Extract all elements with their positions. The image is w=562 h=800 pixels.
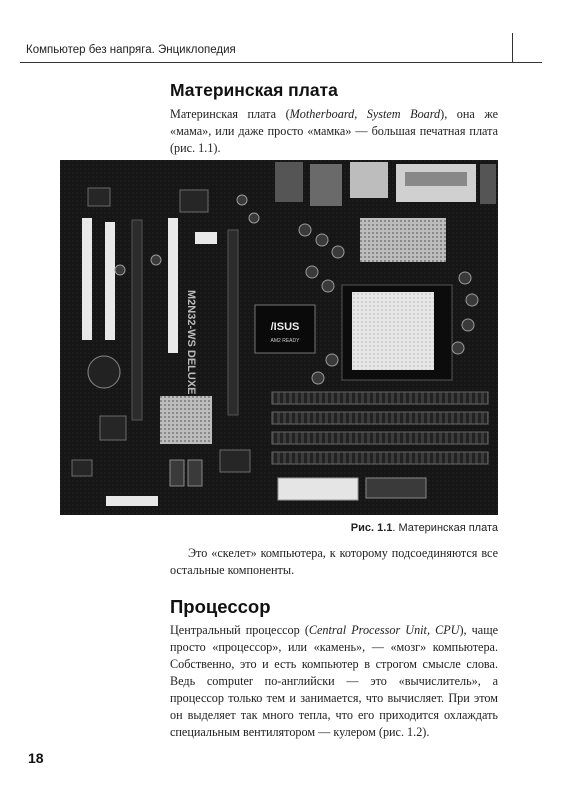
board-brand-logo: /ISUS	[270, 321, 300, 333]
header-rule-vertical	[512, 33, 513, 63]
figure-number: Рис. 1.1	[350, 522, 393, 534]
serial-sticker	[106, 496, 158, 506]
figure-caption-text: . Материнская плата	[392, 522, 498, 534]
paragraph-text: ), чаще просто «процессор», или «камень», — «мозг» компьютера. Собственно, это и есть компьютер в строгом смысле слова. Ведь computer по-английски — это «вычислитель», а процессор только тем и занимается, что вычисляет. При этом он выделяет так много тепла, что его приходится охлаждать специальным вентилятором — кулером (рис. 1.2).	[170, 623, 498, 739]
page-number: 18	[28, 750, 44, 766]
term-motherboard: Motherboard, System Board	[289, 107, 441, 121]
board-model-label: M2N32-WS DELUXE	[185, 290, 197, 395]
paragraph-motherboard-role: Это «скелет» компьютера, к которому подсоединяются все остальные компоненты.	[170, 546, 498, 577]
vrm-heatsink	[360, 218, 446, 262]
cmos-battery	[88, 356, 120, 388]
header-rule	[20, 62, 542, 63]
chip-label: AM2 READY	[270, 338, 300, 344]
motherboard-photo	[60, 160, 498, 515]
ide-connector	[366, 478, 426, 498]
section-title-motherboard: Материнская плата	[170, 80, 338, 100]
southbridge-heatsink	[160, 396, 212, 444]
section-title-cpu: Процессор	[170, 596, 271, 617]
paragraph-text: Материнская плата (	[170, 107, 290, 121]
paragraph-motherboard-intro	[170, 106, 498, 157]
paragraph-cpu-intro	[170, 622, 498, 741]
paragraph-text: ), она же «мама», или даже просто «мамка» — большая печатная плата (рис. 1.1).	[170, 107, 498, 155]
figure-caption	[60, 522, 498, 534]
cpu-socket	[342, 285, 452, 380]
atx-power-connector	[278, 478, 358, 500]
term-cpu: Central Processor Unit, CPU	[308, 623, 460, 637]
running-head: Компьютер без напряга. Энциклопедия	[26, 44, 236, 56]
chipset-heatsink	[255, 305, 315, 353]
paragraph-text: Центральный процессор (	[170, 623, 309, 637]
